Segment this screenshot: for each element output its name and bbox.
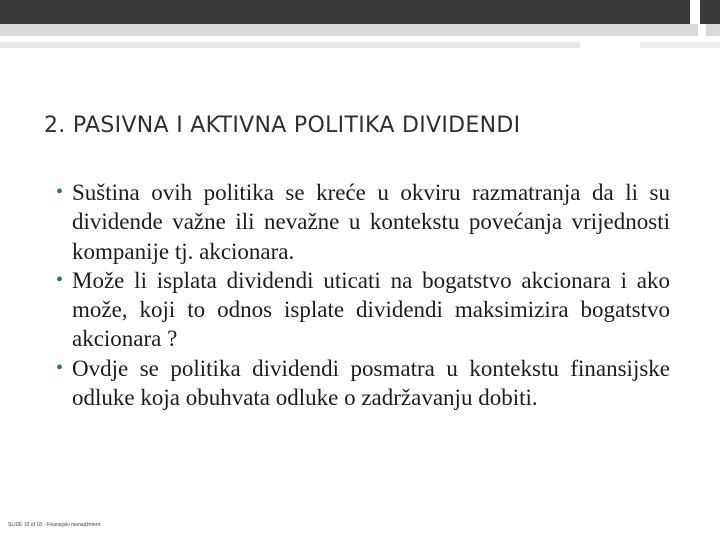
header-light-bar [0, 42, 580, 48]
slide-footer: SLIDE 10 of 18 · Finansijski menadžment [8, 522, 100, 528]
bullet-text: Ovdje se politika dividendi posmatra u kontekstu finansijske odluke koja obuhvata odluke o zadržavanju dobiti. [72, 355, 670, 411]
bullet-icon: • [56, 268, 64, 291]
slide-title: 2. PASIVNA I AKTIVNA POLITIKA DIVIDENDI [44, 113, 521, 138]
header-dark-bar [0, 0, 690, 24]
bullet-item [56, 266, 670, 354]
header-light-bar-right [640, 42, 720, 48]
bullet-text: Suština ovih politika se kreće u okviru razmatranja da li su dividende važne ili nevažne u kontekstu povećanja vrijednosti kompanije tj. akcionara. [72, 180, 670, 264]
bullet-icon: • [56, 181, 64, 203]
header-decoration [0, 0, 720, 48]
header-grey-bar [0, 24, 698, 36]
header-grey-bar-right [706, 24, 720, 36]
bullet-text: Može li isplata dividendi uticati na bogatstvo akcionara i ako može, koji to odnos isplate dividendi maksimizira bogatstvo akcionara ? [72, 267, 670, 352]
bullet-item [56, 178, 670, 266]
bullet-icon: • [56, 356, 64, 379]
header-dark-bar-right [700, 0, 720, 24]
bullet-item [56, 354, 670, 413]
bullet-list [56, 178, 670, 412]
